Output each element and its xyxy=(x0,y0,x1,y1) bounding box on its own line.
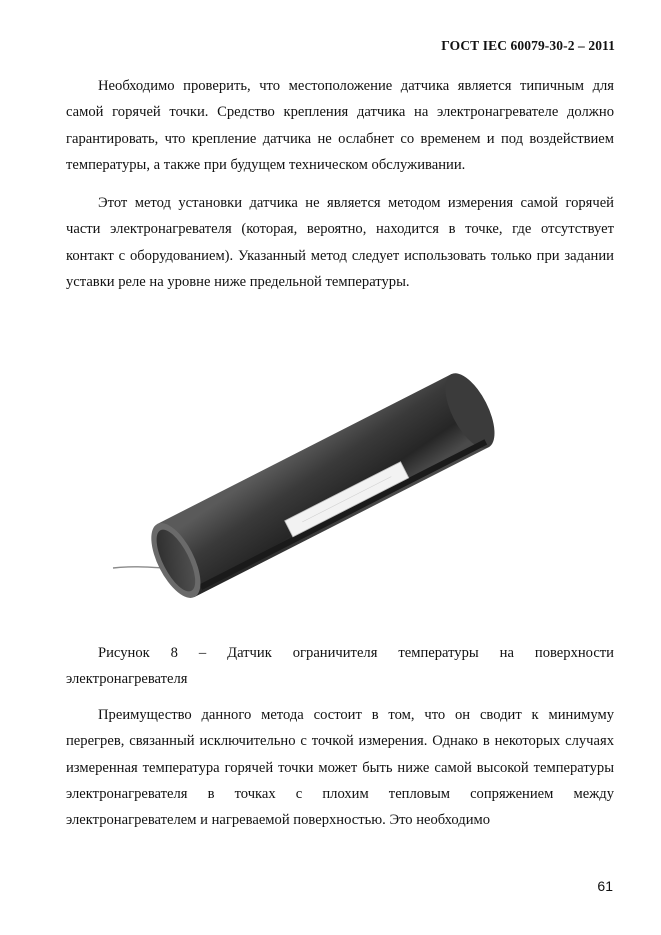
page-number: 61 xyxy=(597,878,613,894)
figure-caption: Рисунок 8 – Датчик ограничителя температуры на поверхности электронагревателя xyxy=(66,645,614,688)
paragraph-method-advantage: Преимущество данного метода состоит в том, что он сводит к минимуму перегрев, связанный исключительно с точкой измерения. Однако в некоторых случаях измеренная температура горячей точки может быть ниже самой высокой температуры электронагревателя в точках с плохим тепловым сопряжением между электронагревателем и нагреваемой поверхностью. Это необходимо xyxy=(66,707,614,829)
heater-pipe xyxy=(141,366,504,602)
paragraph-installation-method: Этот метод установки датчика не является методом измерения самой горячей части электронагревателя (которая, вероятно, находится в точке, где отсутствует контакт с оборудованием). Указанный метод следует использовать только при задании уставки реле на уровне ниже предельной температуры. xyxy=(66,195,614,290)
figure-pipe-sensor xyxy=(108,352,508,602)
pipe-sensor-illustration xyxy=(108,352,508,602)
document-header: ГОСТ IEC 60079-30-2 – 2011 xyxy=(441,38,615,53)
paragraph-sensor-location: Необходимо проверить, что местоположение датчика является типичным для самой горячей точки. Средство крепления датчика на электронагревателе должно гарантировать, что крепление датчика не ослабнет со временем и под воздействием температуры, а также при будущем техническом обслуживании. xyxy=(66,78,614,173)
